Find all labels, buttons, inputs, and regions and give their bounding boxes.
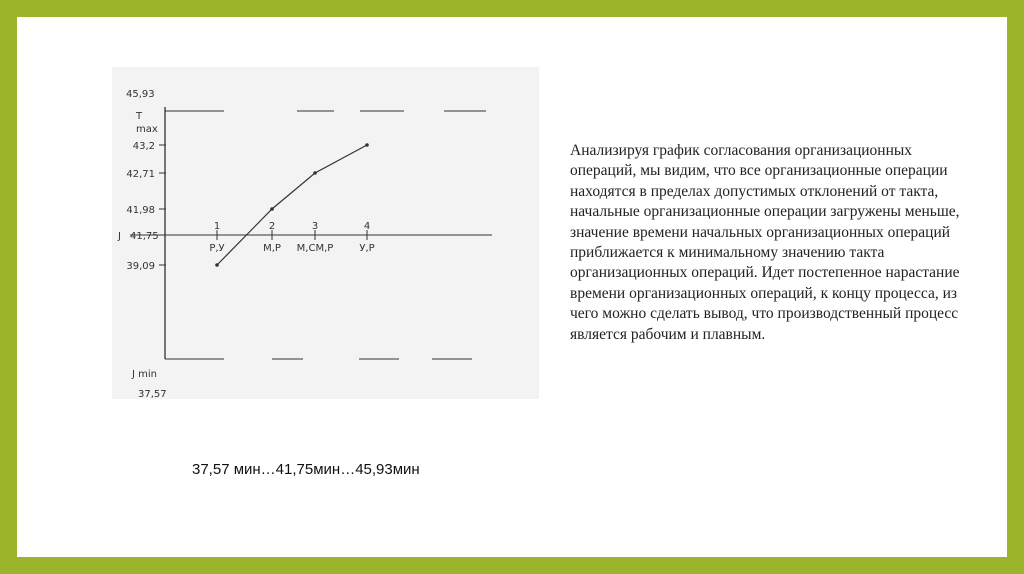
- x-tick-label-4: 4: [363, 221, 371, 232]
- x-sublabel-1: Р,У: [209, 243, 225, 254]
- max-sub-label: max: [136, 124, 158, 135]
- x-sublabel-3: М,СМ,Р: [296, 243, 334, 254]
- x-tick-label-1: 1: [213, 221, 221, 232]
- y-tick-label-3: 41,98: [126, 205, 155, 216]
- data-point-3: [313, 171, 317, 175]
- min-symbol: Ј min: [132, 369, 157, 380]
- takt-symbol: Ј: [118, 231, 121, 242]
- chart-sketch: [112, 67, 539, 399]
- max-symbol: Т: [136, 111, 143, 122]
- analysis-text: Анализируя график согласования организационных операций, мы видим, что все организационные операции находятся в пределах допустимых отклонений от такта, начальные организационные операции загружены меньше, значение времени начальных организационных операций приближается к минимальному значению такта организационных операций. Идет постепенное нарастание времени организационных операций, к концу процесса, из чего можно сделать вывод, что производственный процесс является рабочим и плавным.: [570, 142, 960, 343]
- takt-value-label: 41,75: [130, 231, 159, 242]
- chart-svg: [112, 67, 539, 399]
- range-caption: 37,57 мин…41,75мин…45,93мин: [192, 461, 420, 478]
- min-value-label: 37,57: [138, 389, 167, 399]
- y-tick-label-1: 43,2: [132, 141, 155, 152]
- x-tick-label-3: 3: [311, 221, 319, 232]
- data-point-1: [215, 263, 219, 267]
- max-value-label: 45,93: [126, 89, 155, 100]
- x-sublabel-4: У,Р: [359, 243, 375, 254]
- data-point-4: [365, 143, 369, 147]
- x-tick-label-2: 2: [268, 221, 276, 232]
- data-point-2: [270, 207, 274, 211]
- x-sublabel-2: М,Р: [263, 243, 281, 254]
- series-line: [217, 145, 367, 265]
- y-tick-label-2: 42,71: [126, 169, 155, 180]
- y-tick-label-4: 39,09: [126, 261, 155, 272]
- slide: [17, 17, 1007, 557]
